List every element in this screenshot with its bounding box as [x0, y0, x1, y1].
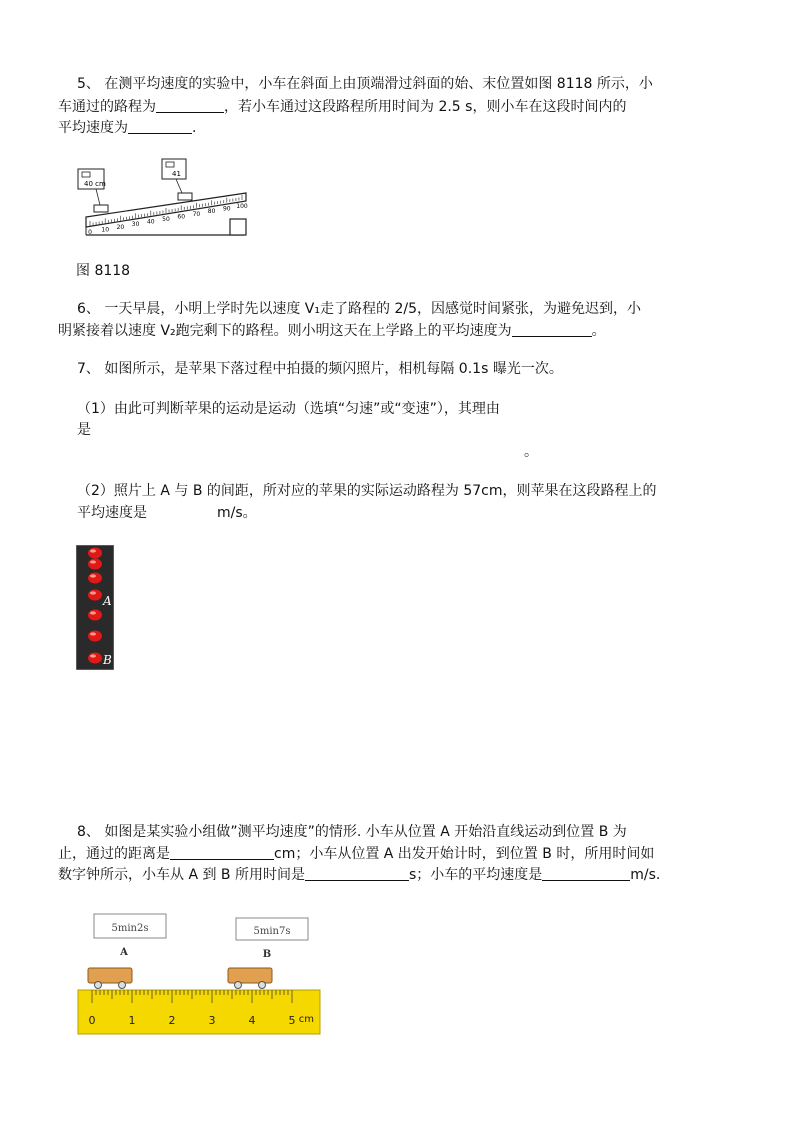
ruler-tick-label: 40 — [146, 218, 155, 226]
apple-icon — [88, 548, 102, 559]
q7-part1-line1: （1）由此可判断苹果的运动是运动（选填“匀速”或“变速”），其理由 — [77, 401, 500, 417]
q8-line2-a: 止，通过的距离是 — [58, 846, 170, 862]
ruler-tick-label: 100 — [236, 203, 248, 210]
ruler-tick-label: 0 — [88, 229, 92, 236]
q8-time-blank[interactable] — [305, 866, 409, 881]
incline-figure — [76, 155, 251, 241]
q5-line2-a: 车通过的路程为 — [58, 99, 156, 115]
q7-part1-line2: 是 — [77, 422, 91, 438]
cart-ruler-figure — [76, 912, 324, 1038]
q5-line3 — [58, 118, 196, 138]
apple-icon — [88, 631, 102, 642]
apple-strobe-photo — [76, 545, 114, 670]
apple-icon — [88, 590, 102, 601]
ruler-tick-label: 30 — [131, 221, 140, 229]
q8-line3-c: m/s. — [630, 867, 661, 883]
q8-distance-blank[interactable] — [170, 845, 274, 860]
ruler-number: 3 — [208, 1014, 216, 1027]
q8-line3-a: 数字钟所示，小车从 A 到 B 所用时间是 — [58, 867, 305, 883]
q6-line2-b: 。 — [591, 323, 606, 339]
ruler-number: 0 — [88, 1014, 96, 1027]
q7-part2-unit: m/s。 — [217, 505, 257, 521]
q5-distance-blank[interactable] — [156, 98, 224, 113]
q8-line1: 8、 如图是某实验小组做”测平均速度”的情形. 小车从位置 A 开始沿直线运动到位置 B 为 — [77, 824, 627, 840]
position-label-a: A — [120, 947, 128, 958]
yellow-ruler — [78, 990, 320, 1034]
ruler-tick-label: 70 — [192, 210, 201, 218]
position-label-b: B — [262, 949, 272, 960]
clock-a-reading: 5min2s — [111, 923, 149, 934]
q7-part2-text: 平均速度是 — [77, 505, 147, 521]
q7-line1: 7、 如图所示，是苹果下落过程中拍摄的频闪照片，相机每隔 0.1s 曝光一次。 — [77, 361, 563, 377]
q7-part1-end: 。 — [524, 444, 538, 460]
ruler-tick-label: 20 — [116, 223, 125, 231]
q5-line3-b: . — [192, 120, 197, 136]
q6-average-speed-blank[interactable] — [512, 322, 592, 337]
ruler-number: 5 — [288, 1014, 296, 1027]
q7-part2-line1: （2）照片上 A 与 B 的间距，所对应的苹果的实际运动路程为 57cm，则苹果在这段路程上的 — [77, 483, 657, 499]
apple-icon — [88, 653, 102, 664]
ruler-tick-label: 80 — [207, 208, 216, 216]
cart-b — [228, 968, 272, 989]
apple-icon — [88, 573, 102, 584]
cart-a — [88, 968, 132, 989]
apple-label-a: A — [103, 594, 112, 608]
q7-part2-line2 — [77, 503, 257, 523]
q8-line3-b: s；小车的平均速度是 — [408, 867, 543, 883]
ruler-tick-label: 50 — [162, 216, 170, 223]
q8-line2-b: cm；小车从位置 A 出发开始计时，到位置 B 时，所用时间如 — [274, 846, 655, 862]
q6-line2 — [58, 321, 606, 341]
end-clock-label: 41 — [172, 170, 181, 178]
support-block — [230, 219, 246, 235]
q8-speed-blank[interactable] — [542, 866, 630, 881]
ruler-tick-label: 90 — [222, 205, 231, 213]
ruler-number: 4 — [248, 1014, 256, 1027]
cart-end — [178, 193, 192, 200]
q5-line3-a: 平均速度为 — [58, 120, 128, 136]
q5-line2 — [58, 97, 626, 117]
ruler-unit-label: cm — [298, 1014, 314, 1025]
ruler-tick-label: 10 — [101, 226, 110, 234]
q5-line2-b: ，若小车通过这段路程所用时间为 2.5 s，则小车在这段时间内的 — [224, 99, 627, 115]
q5-line1: 5、 在测平均速度的实验中，小车在斜面上由顶端滑过斜面的始、末位置如图 8118 所示，小 — [77, 76, 653, 92]
q6-line1: 6、 一天早晨，小明上学时先以速度 V₁走了路程的 2/5，因感觉时间紧张，为避免迟到，小 — [77, 301, 641, 317]
ruler-tick-label: 60 — [177, 213, 186, 221]
ruler-number: 2 — [168, 1014, 176, 1027]
cart-start — [94, 205, 108, 212]
apple-icon — [88, 610, 102, 621]
ruler-number: 1 — [128, 1014, 136, 1027]
clock-b-reading: 5min7s — [253, 926, 291, 937]
q8-line2 — [58, 844, 654, 864]
apple-icon — [88, 559, 102, 570]
q5-speed-blank[interactable] — [128, 119, 192, 134]
start-clock-label: 40 cm — [84, 180, 106, 188]
q5-figure-caption: 图 8118 — [76, 263, 131, 279]
q8-line3 — [58, 865, 660, 885]
apple-label-b: B — [103, 653, 112, 667]
q6-line2-a: 明紧接着以速度 V₂跑完剩下的路程。则小明这天在上学路上的平均速度为 — [58, 323, 512, 339]
